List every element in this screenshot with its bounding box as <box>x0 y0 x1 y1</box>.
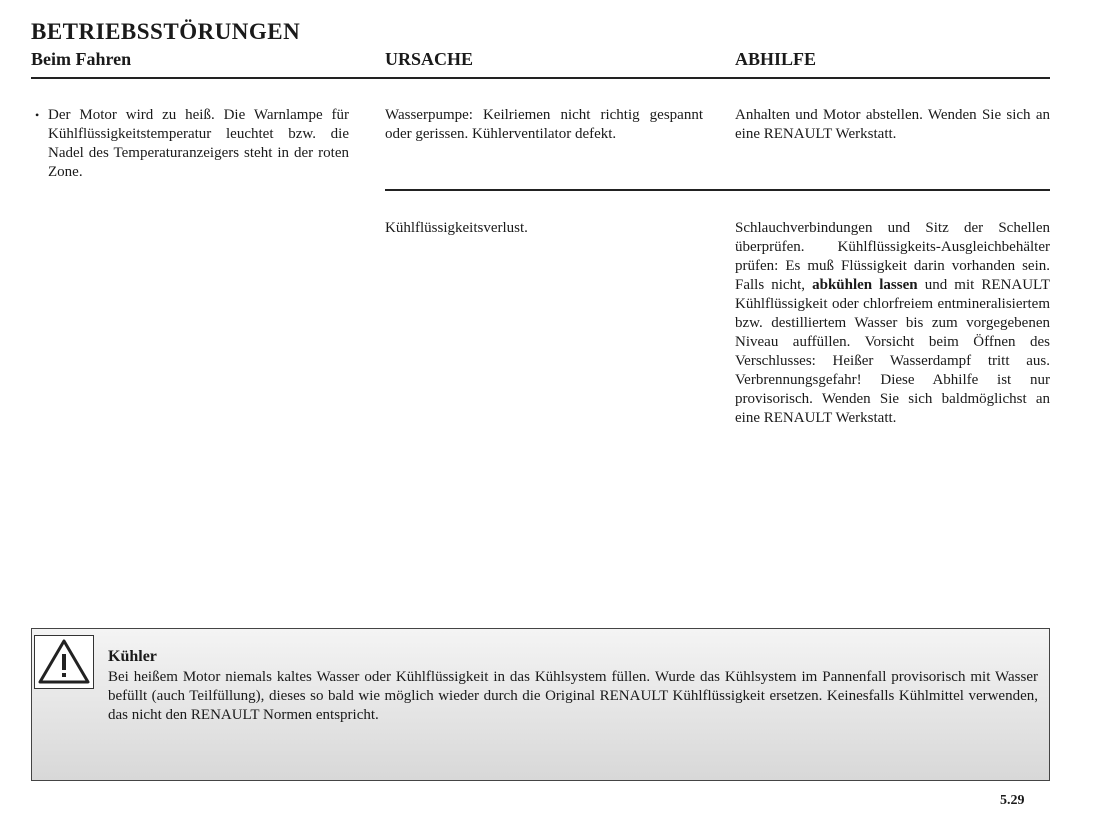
symptom-item <box>35 106 349 182</box>
row-divider <box>385 189 1050 191</box>
header-divider <box>31 77 1050 79</box>
remedy-text-1-part: Anhalten und Motor abstellen. Wenden Sie sich an eine RENAULT Werkstatt. <box>735 107 1050 142</box>
warning-box <box>31 628 1050 781</box>
cause-text-1: Wasserpumpe: Keilriemen nicht richtig gespannt oder gerissen. Kühlerventilator defekt. <box>385 107 703 142</box>
cause-text-2: Kühlflüssigkeitsverlust. <box>385 220 528 236</box>
remedy-text-1 <box>735 106 1050 144</box>
remedy-text-2 <box>735 219 1050 428</box>
page-title: BETRIEBSSTÖRUNGEN <box>31 19 301 44</box>
column-header-abhilfe: ABHILFE <box>735 49 817 69</box>
remedy-text-2-before: Schlauchverbindungen und Sitz der Schellen überprüfen. Kühlflüssigkeits-Ausgleichbehälter prüfen: Es muß Flüssigkeit darin vorhanden sein. Falls nicht, <box>735 220 1050 293</box>
symptom-text: Der Motor wird zu heiß. Die Warnlampe für Kühlflüssigkeitstemperatur leuchtet bzw. die Nadel des Temperaturanzeigers steht in der roten Zone. <box>48 107 349 180</box>
warning-title: Kühler <box>108 648 157 665</box>
column-header-ursache: URSACHE <box>385 49 474 69</box>
warning-icon-frame <box>34 635 94 689</box>
remedy-text-2-after: und mit RENAULT Kühlflüssigkeit oder chlorfreiem entmineralisiertem bzw. destilliertem Wasser bis zum vorgegebenen Niveau auffüllen. Vorsicht beim Öffnen des Verschlusses: Heißer Wasserdampf tritt aus. Verbrennungsgefahr! Diese Abhilfe ist nur provisorisch. Wenden Sie sich baldmöglichst an eine RENAULT Werkstatt. <box>735 277 1050 426</box>
page-number: 5.29 <box>1000 793 1025 808</box>
section-subtitle: Beim Fahren <box>31 49 132 69</box>
bullet-icon: • <box>35 108 40 122</box>
warning-triangle-icon <box>35 636 93 688</box>
warning-text: Bei heißem Motor niemals kaltes Wasser oder Kühlflüssigkeit in das Kühlsystem füllen. Wurde das Kühlsystem im Pannenfall provisorisch mit Wasser befüllt (auch Teilfüllung), dieses so bald wie möglich wieder durch die Original RENAULT Kühlflüssigkeit ersetzen. Keinesfalls Kühlmittel verwenden, das nicht den RENAULT Normen entspricht. <box>108 669 1038 723</box>
remedy-text-2-emphasis: abkühlen lassen <box>812 277 918 293</box>
